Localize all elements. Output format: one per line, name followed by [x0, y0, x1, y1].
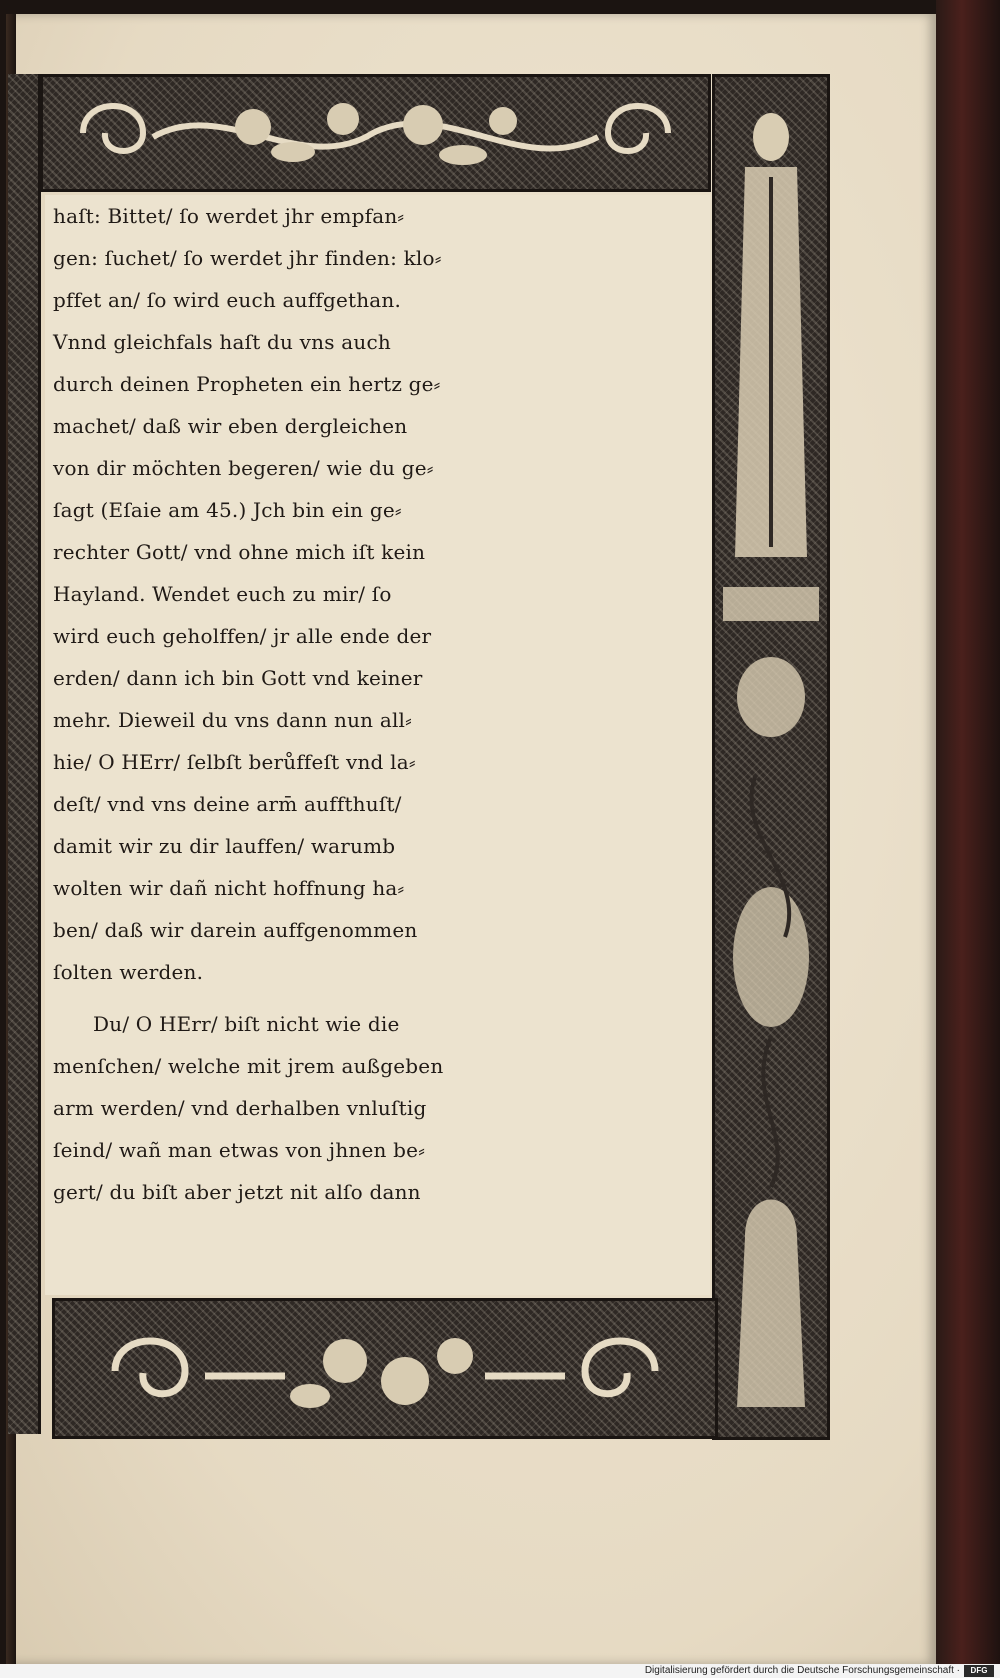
text-line: arm werden/ vnd derhalben vnluſtig	[53, 1096, 427, 1120]
top-woodcut-border	[40, 74, 711, 192]
text-line: ſolten werden.	[53, 960, 204, 984]
text-line: ſagt (Eſaie am 45.) Jch bin ein ge⸗	[53, 498, 402, 522]
text-line: pffet an/ ſo wird euch auffgethan.	[53, 288, 402, 312]
text-block	[45, 195, 710, 1295]
background-edge	[936, 0, 1000, 1678]
scroll-ornament-top-icon	[43, 77, 708, 189]
figure-ornament-icon	[715, 77, 827, 1437]
text-line: ben/ daß wir darein auffgenommen	[53, 918, 418, 942]
text-line: Vnnd gleichfals haſt du vns auch	[53, 330, 391, 354]
left-woodcut-border	[8, 74, 41, 1434]
text-line: wolten wir dañ nicht hoffnung ha⸗	[53, 876, 405, 900]
text-line: haſt: Bittet/ ſo werdet jhr empfan⸗	[53, 204, 405, 228]
bottom-woodcut-border	[52, 1298, 718, 1439]
scroll-ornament-bottom-icon	[55, 1301, 715, 1436]
text-line: menſchen/ welche mit jrem außgeben	[53, 1054, 444, 1078]
text-line: hie/ O HErr/ ſelbſt berůffeſt vnd la⸗	[53, 750, 416, 774]
text-line: wird euch geholffen/ jr alle ende der	[53, 624, 432, 648]
text-line: erden/ dann ich bin Gott vnd keiner	[53, 666, 423, 690]
text-line: machet/ daß wir eben dergleichen	[53, 414, 408, 438]
right-woodcut-border	[712, 74, 830, 1440]
paragraph-start-line: Du/ O HErr/ biſt nicht wie die	[93, 1012, 400, 1036]
text-line: ſeind/ wañ man etwas von jhnen be⸗	[53, 1138, 426, 1162]
digitization-footer	[0, 1664, 1000, 1678]
text-line: gen: ſuchet/ ſo werdet jhr finden: klo⸗	[53, 246, 442, 270]
dfg-logo-icon: DFG	[964, 1665, 994, 1677]
text-line: mehr. Dieweil du vns dann nun all⸗	[53, 708, 412, 732]
text-line: damit wir zu dir lauffen/ warumb	[53, 834, 396, 858]
text-line: gert/ du biſt aber jetzt nit alſo dann	[53, 1180, 421, 1204]
text-line: rechter Gott/ vnd ohne mich iſt kein	[53, 540, 426, 564]
text-line: durch deinen Propheten ein hertz ge⸗	[53, 372, 441, 396]
text-line: deſt/ vnd vns deine arm̄ auffthuſt/	[53, 792, 402, 816]
text-line: von dir möchten begeren/ wie du ge⸗	[53, 456, 434, 480]
dfg-credit: Digitalisierung gefördert durch die Deutsche Forschungsgemeinschaft ·	[644, 1665, 960, 1676]
text-line: Hayland. Wendet euch zu mir/ ſo	[53, 582, 392, 606]
